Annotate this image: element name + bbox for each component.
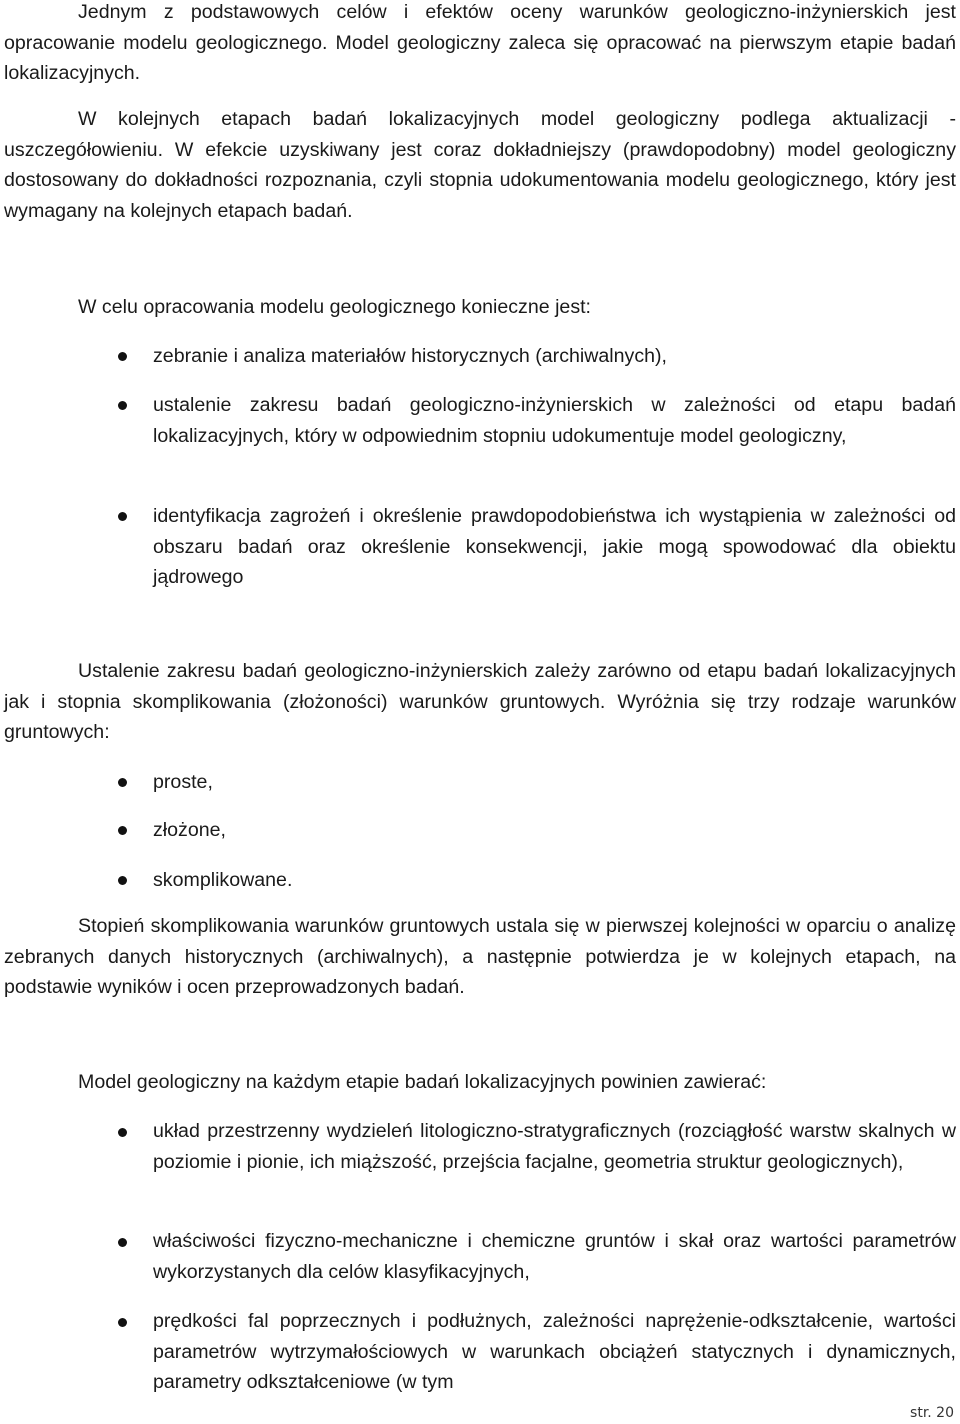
bullet-icon: [118, 1128, 127, 1137]
intro-paragraph-2: W kolejnych etapach badań lokalizacyjnych model geologiczny podlega aktualizacji - uszczegółowieniu. W efekcie uzyskiwany jest coraz dokładniejszy (prawdopodobny) model geologiczny dostosowany do dokładności rozpoznania, czyli stopnia udokumentowania modelu geologicznego, który jest wymagany na kolejnych etapach badań.: [4, 108, 956, 222]
intro-paragraph-1: Jednym z podstawowych celów i efektów oceny warunków geologiczno-inżynierskich jest opracowanie modelu geologicznego. Model geologiczny zaleca się opracować na pierwszym etapie badań lokalizacyjnych.: [4, 1, 956, 85]
list-item: właściwości fizyczno-mechaniczne i chemiczne gruntów i skał oraz wartości parametrów wykorzystanych dla celów klasyfikacyjnych,: [153, 1230, 956, 1283]
section2-lead: Ustalenie zakresu badań geologiczno-inżynierskich zależy zarówno od etapu badań lokalizacyjnych jak i stopnia skomplikowania (złożoności) warunków gruntowych. Wyróżnia się trzy rodzaje warunków gruntowych:: [4, 660, 956, 744]
section2-after-paragraph: Stopień skomplikowania warunków gruntowych ustala się w pierwszej kolejności w oparciu o analizę zebranych danych historycznych (archiwalnych), a następnie potwierdza je w kolejnych etapach, na podstawie wyników i ocen przeprowadzonych badań.: [4, 915, 956, 999]
bullet-icon: [118, 401, 127, 410]
section3-lead: Model geologiczny na każdym etapie badań lokalizacyjnych powinien zawierać:: [78, 1071, 767, 1093]
list-item: ustalenie zakresu badań geologiczno-inżynierskich w zależności od etapu badań lokalizacyjnych, który w odpowiednim stopniu udokumentuje model geologiczny,: [153, 394, 956, 447]
list-item: układ przestrzenny wydzieleń litologiczno-stratygraficznych (rozciągłość warstw skalnych w poziomie i pionie, ich miąższość, przejścia facjalne, geometria struktur geologicznych),: [153, 1120, 956, 1173]
bullet-icon: [118, 512, 127, 521]
list-item: identyfikacja zagrożeń i określenie prawdopodobieństwa ich wystąpienia w zależności od obszaru badań oraz określenie konsekwencji, jakie mogą spowodować dla obiektu jądrowego: [153, 505, 956, 589]
list-item: skomplikowane.: [153, 869, 293, 891]
bullet-icon: [118, 778, 127, 787]
list-item: proste,: [153, 771, 213, 793]
bullet-icon: [118, 1318, 127, 1327]
list-item: prędkości fal poprzecznych i podłużnych, zależności naprężenie-odkształcenie, wartości parametrów wytrzymałościowych w warunkach obciążeń statycznych i dynamicznych, parametry odkształceniowe (w tym: [153, 1310, 956, 1394]
bullet-icon: [118, 826, 127, 835]
section1-lead: W celu opracowania modelu geologicznego konieczne jest:: [78, 296, 592, 318]
page-number: str. 20: [910, 1405, 954, 1421]
bullet-icon: [118, 352, 127, 361]
list-item: zebranie i analiza materiałów historycznych (archiwalnych),: [153, 345, 668, 367]
bullet-icon: [118, 876, 127, 885]
list-item: złożone,: [153, 819, 226, 841]
bullet-icon: [118, 1238, 127, 1247]
